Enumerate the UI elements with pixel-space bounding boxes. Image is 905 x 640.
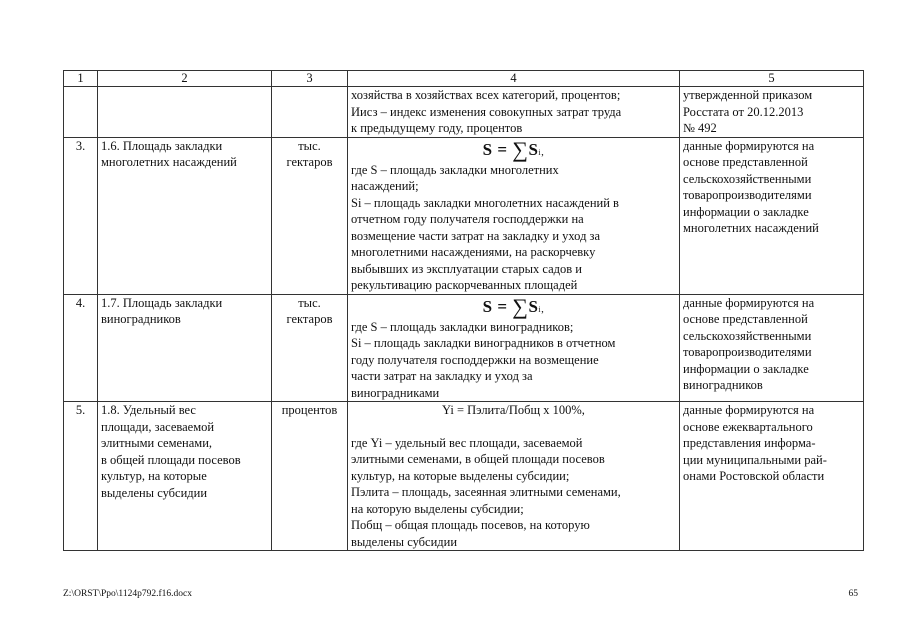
text-line: насаждений; [351, 179, 419, 193]
text-line: виноградниками [351, 385, 440, 400]
footer-file-path: Z:\ORST\Ppo\1124p792.f16.docx [63, 589, 192, 599]
indicators-table [63, 70, 864, 551]
source-cell [680, 402, 864, 551]
text-line: основе представленной [683, 312, 808, 326]
text-line: сельскохозяйственными [683, 171, 812, 186]
text-line: культур, на которые выделены субсидии; [351, 468, 570, 483]
text-line: онами Ростовской области [683, 469, 825, 483]
text-line: рекультивацию раскорчеванных площадей [351, 278, 578, 292]
unit-cell [272, 294, 348, 402]
sigma-symbol: ∑ [512, 136, 529, 162]
continuation-row [64, 87, 864, 138]
header-cell: 5 [680, 71, 864, 87]
text-line: утвержденной приказом [683, 88, 813, 102]
text-line: Si – площадь закладки виноградников в отчетном [351, 336, 616, 350]
method-cell [348, 137, 680, 294]
text-line: где S – площадь закладки виноградников; [351, 319, 574, 334]
text-line: выделены субсидии [101, 485, 208, 500]
text-line: представления информа- [683, 436, 816, 450]
text-line: Пэлита – площадь, засеянная элитными семенами, [351, 485, 621, 499]
formula-comma: , [541, 145, 545, 158]
num-cell [64, 87, 98, 138]
text-line: выбывших из эксплуатации старых садов и [351, 261, 582, 276]
source-cell [680, 137, 864, 294]
text-line: многолетних насаждений [683, 221, 819, 235]
formula-lhs: S [482, 139, 493, 159]
text-line: Иисз – индекс изменения совокупных затрат труда [351, 104, 622, 119]
text-line: данные формируются на [683, 295, 815, 310]
num-cell: 4. [64, 294, 98, 402]
text-line: информации о закладке [683, 361, 809, 376]
text-line: 1.6. Площадь закладки [101, 138, 223, 153]
text-line: в общей площади посевов [101, 452, 241, 467]
text-line: году получателя господдержки на возмещение [351, 352, 599, 367]
text-line: № 492 [683, 121, 717, 135]
header-cell: 2 [98, 71, 272, 87]
text-line: основе ежеквартального [683, 419, 813, 434]
text-line: площади, засеваемой [101, 419, 215, 434]
name-cell [98, 402, 272, 551]
header-cell: 1 [64, 71, 98, 87]
text-line: виноградников [683, 378, 763, 392]
text-line: многолетних насаждений [101, 155, 237, 169]
name-cell [98, 137, 272, 294]
text-line: хозяйства в хозяйствах всех категорий, процентов; [351, 88, 621, 102]
text-line: информации о закладке [683, 204, 809, 219]
num-cell: 3. [64, 137, 98, 294]
sum-formula [351, 138, 676, 162]
text-line: гектаров [286, 312, 333, 326]
unit-cell [272, 137, 348, 294]
text-line: данные формируются на [683, 403, 815, 417]
formula-subscript: i [538, 304, 542, 314]
text-line: сельскохозяйственными [683, 328, 812, 343]
text-line: Побщ – общая площадь посевов, на которую [351, 518, 590, 532]
unit-cell [272, 402, 348, 551]
method-cell [348, 402, 680, 551]
formula-term: S [528, 139, 539, 159]
ratio-formula: Yi = Пэлита/Побщ x 100%, [442, 403, 585, 417]
text-line: виноградников [101, 312, 181, 326]
text-line: тыс. [298, 295, 321, 310]
table-row [64, 137, 864, 294]
source-cell [680, 87, 864, 138]
formula-lhs: S [482, 296, 493, 316]
text-line: к предыдущему году, процентов [351, 121, 523, 135]
text-line: отчетном году получателя господдержки на [351, 212, 584, 226]
unit-cell [272, 87, 348, 138]
formula-subscript: i [538, 147, 542, 157]
text-line: где Yi – удельный вес площади, засеваемой [351, 435, 583, 450]
text-line: данные формируются на [683, 138, 815, 153]
source-cell [680, 294, 864, 402]
header-cell: 3 [272, 71, 348, 87]
text-line: основе представленной [683, 155, 808, 169]
text-line: выделены субсидии [351, 534, 458, 549]
sigma-symbol: ∑ [512, 293, 529, 319]
text-line: товаропроизводителями [683, 345, 812, 359]
table-row [64, 294, 864, 402]
text-line: элитными семенами, в общей площади посевов [351, 452, 605, 466]
text-line: части затрат на закладку и уход за [351, 369, 533, 383]
text-line: культур, на которые [101, 469, 207, 483]
header-row [64, 71, 864, 87]
text-line: тыс. [298, 138, 321, 153]
name-cell [98, 87, 272, 138]
header-cell: 4 [348, 71, 680, 87]
formula-eq: = [497, 139, 508, 159]
num-cell: 5. [64, 402, 98, 551]
text-line: на которую выделены субсидии; [351, 501, 524, 516]
text-line: гектаров [286, 155, 333, 169]
name-cell [98, 294, 272, 402]
footer-page-number: 65 [848, 589, 858, 599]
text-line: Росстата от 20.12.2013 [683, 104, 804, 119]
spacer [351, 419, 676, 435]
text-line: процентов [281, 403, 338, 417]
formula-term: S [528, 296, 539, 316]
formula-eq: = [497, 296, 508, 316]
text-line: Si – площадь закладки многолетних насаждений в [351, 195, 619, 210]
method-cell [348, 87, 680, 138]
method-cell [348, 294, 680, 402]
sum-formula [351, 295, 676, 319]
text-line: многолетними насаждениями, на раскорчевку [351, 245, 596, 259]
text-line: элитными семенами, [101, 436, 213, 450]
text-line: где S – площадь закладки многолетних [351, 162, 559, 177]
text-line: возмещение части затрат на закладку и уход за [351, 228, 601, 243]
formula-comma: , [541, 302, 545, 315]
text-line: 1.8. Удельный вес [101, 403, 196, 417]
text-line: ции муниципальными рай- [683, 452, 827, 467]
table-row [64, 402, 864, 551]
text-line: товаропроизводителями [683, 188, 812, 202]
text-line: 1.7. Площадь закладки [101, 295, 223, 310]
